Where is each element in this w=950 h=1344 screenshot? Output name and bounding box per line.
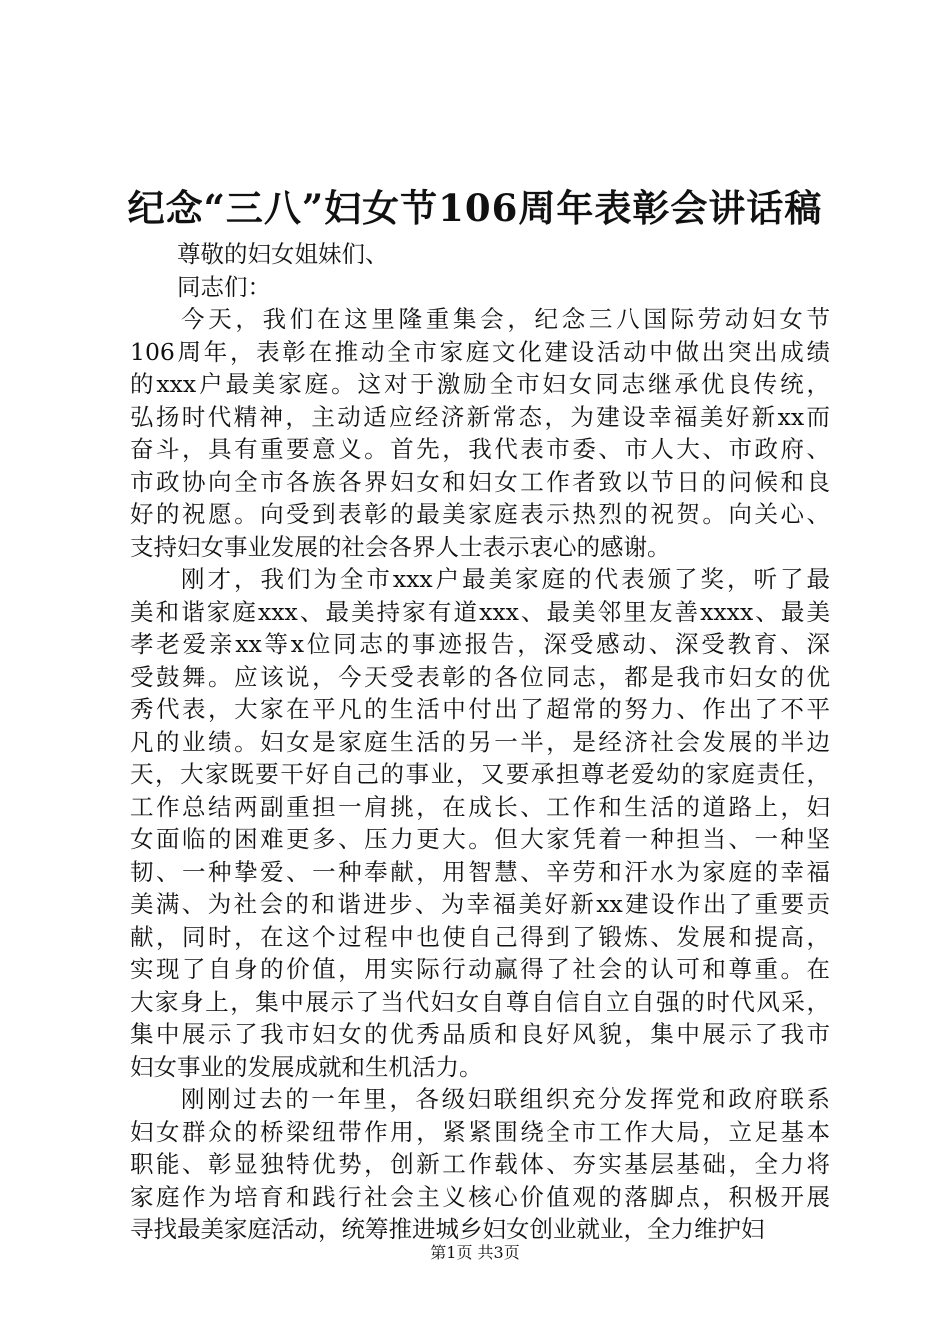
paragraph-line: 奋斗，具有重要意义。首先，我代表市委、市人大、市政府、 <box>130 435 830 463</box>
paragraph-line: 弘扬时代精神，主动适应经济新常态，为建设幸福美好新xx而 <box>130 402 830 431</box>
paragraph-line: 妇女事业的发展成就和生机活力。 <box>130 1052 483 1081</box>
paragraph-line: 受鼓舞。应该说，今天受表彰的各位同志，都是我市妇女的优 <box>130 662 830 691</box>
paragraph-line: 美和谐家庭xxx、最美持家有道xxx、最美邻里友善xxxx、最美 <box>130 597 830 626</box>
body-paragraph <box>130 563 830 1083</box>
paragraph-line: 韧、一种挚爱、一种奉献，用智慧、辛劳和汗水为家庭的幸福 <box>130 857 830 886</box>
salutation-line-1: 尊敬的妇女姐妹们、 <box>177 240 389 268</box>
body-paragraph <box>130 303 830 563</box>
paragraph-line: 大家身上，集中展示了当代妇女自尊自信自立自强的时代风采， <box>130 987 830 1016</box>
salutation-line-2: 同志们： <box>177 272 271 301</box>
paragraph-line: 凡的业绩。妇女是家庭生活的另一半，是经济社会发展的半边 <box>130 727 830 756</box>
paragraph-line: 女面临的困难更多、压力更大。但大家凭着一种担当、一种坚 <box>130 825 830 853</box>
paragraph-line: 的xxx户最美家庭。这对于激励全市妇女同志继承优良传统， <box>130 370 830 398</box>
paragraph-line: 刚刚过去的一年里，各级妇联组织充分发挥党和政府联系 <box>181 1085 830 1113</box>
paragraph-line: 今天，我们在这里隆重集会，纪念三八国际劳动妇女节 <box>181 305 830 333</box>
paragraph-line: 工作总结两副重担一肩挑，在成长、工作和生活的道路上，妇 <box>130 792 830 821</box>
paragraph-line: 秀代表，大家在平凡的生活中付出了超常的努力、作出了不平 <box>130 695 830 723</box>
paragraph-line: 支持妇女事业发展的社会各界人士表示衷心的感谢。 <box>130 532 671 561</box>
paragraph-line: 孝老爱亲xx等x位同志的事迹报告，深受感动、深受教育、深 <box>130 630 830 658</box>
paragraph-line: 市政协向全市各族各界妇女和妇女工作者致以节日的问候和良 <box>130 467 830 496</box>
paragraph-line: 妇女群众的桥梁纽带作用，紧紧围绕全市工作大局，立足基本 <box>130 1117 830 1146</box>
paragraph-line: 实现了自身的价值，用实际行动赢得了社会的认可和尊重。在 <box>130 955 830 983</box>
page-footer: 第1页 共3页 <box>430 1243 520 1262</box>
paragraph-line: 106周年，表彰在推动全市家庭文化建设活动中做出突出成绩 <box>130 337 830 366</box>
body-paragraph <box>130 1083 830 1246</box>
paragraph-line: 寻找最美家庭活动，统筹推进城乡妇女创业就业，全力维护妇 <box>130 1215 765 1243</box>
paragraph-line: 职能、彰显独特优势，创新工作载体、夯实基层基础，全力将 <box>130 1150 830 1178</box>
paragraph-line: 刚才，我们为全市xxx户最美家庭的代表颁了奖，听了最 <box>181 565 830 593</box>
paragraph-line: 献，同时，在这个过程中也使自己得到了锻炼、发展和提高， <box>130 922 830 951</box>
paragraph-line: 家庭作为培育和践行社会主义核心价值观的落脚点，积极开展 <box>130 1182 830 1211</box>
paragraph-line: 美满、为社会的和谐进步、为幸福美好新xx建设作出了重要贡 <box>130 890 830 918</box>
paragraphs-container <box>130 303 830 1246</box>
document-body <box>130 238 830 1246</box>
paragraph-line: 好的祝愿。向受到表彰的最美家庭表示热烈的祝贺。向关心、 <box>130 500 830 528</box>
document-title: 纪念“三八”妇女节106周年表彰会讲话稿 <box>127 186 823 230</box>
paragraph-line: 集中展示了我市妇女的优秀品质和良好风貌，集中展示了我市 <box>130 1020 830 1048</box>
paragraph-line: 天，大家既要干好自己的事业，又要承担尊老爱幼的家庭责任， <box>130 760 830 788</box>
